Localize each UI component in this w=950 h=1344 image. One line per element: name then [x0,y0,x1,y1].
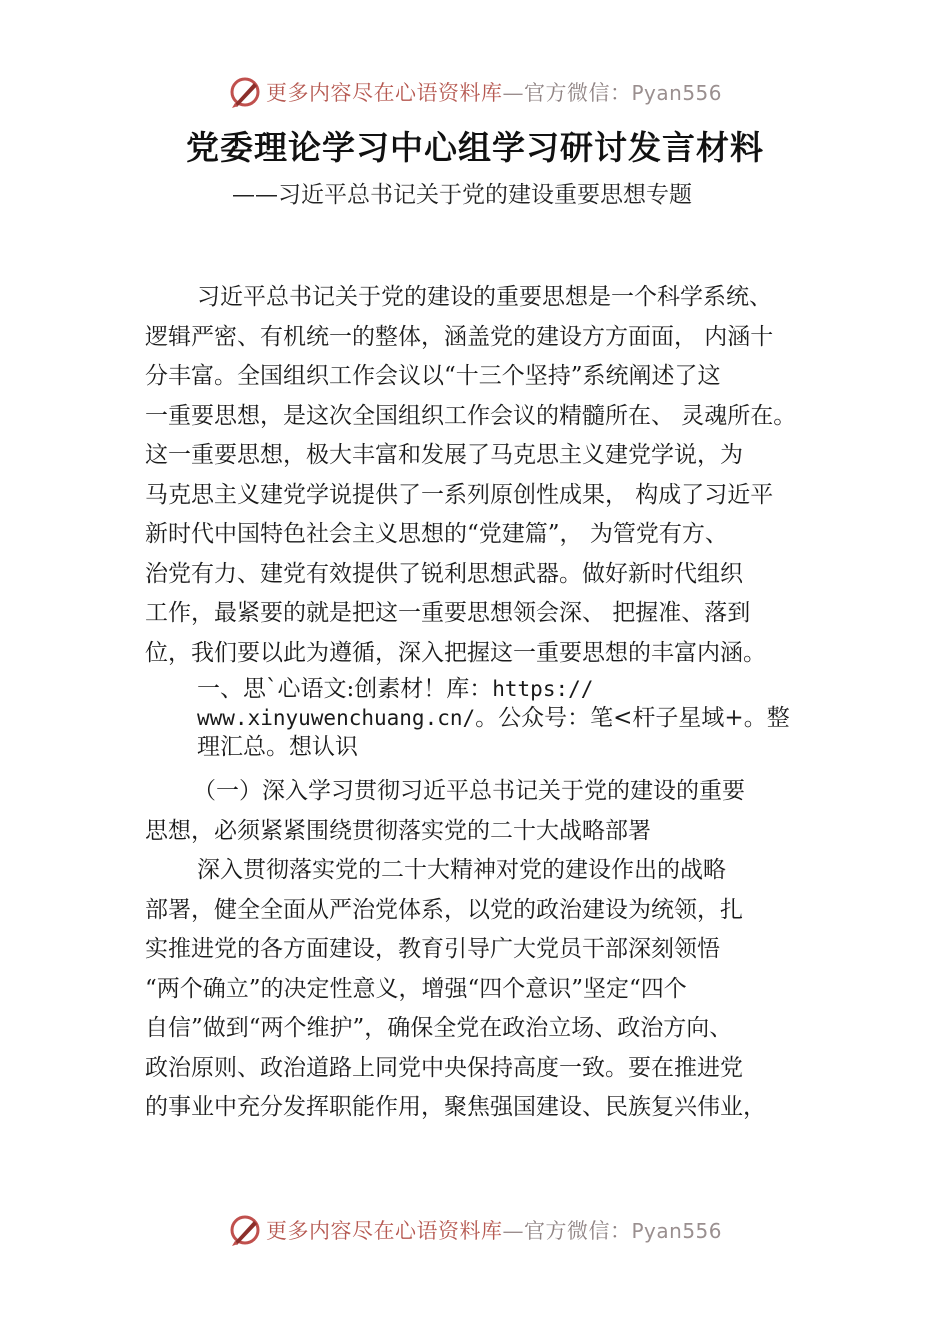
text-line: 部署，健全全面从严治党体系，以党的政治建设为统领，扎 [145,896,743,923]
banner-account: Pyan556 [631,81,722,105]
banner-wechat-label: 官方微信： [523,1219,632,1243]
watermark-banner-bottom [0,1210,950,1250]
text-line: 政治原则、政治道路上同党中央保持高度一致。要在推进党 [145,1054,743,1081]
paragraph-intro [145,278,845,673]
banner-text [266,1215,722,1245]
text-line: 位，我们要以此为遵循，深入把握这一重要思想的丰富内涵。 [145,639,766,666]
watermark-banner-top [0,72,950,112]
text-line: （一）深入学习贯彻习近平总书记关于党的建设的重要 [193,778,745,804]
text-line: 习近平总书记关于党的建设的重要思想是一个科学系统、 [197,284,772,310]
banner-main: 更多内容尽在心语资料库 [265,1219,503,1243]
banner-text [266,77,722,107]
document-subtitle: ——习近平总书记关于党的建设重要思想专题 [232,182,692,208]
text-line: 马克思主义建党学说提供了一系列原创性成果， 构成了习近平 [145,481,774,508]
banner-wechat-label: 官方微信： [523,81,632,105]
paragraph-deploy [145,851,845,1128]
banner-dash: — [502,81,524,105]
document-title: 党委理论学习中心组学习研讨发言材料 [186,128,764,167]
ink-pen-logo-icon [228,1213,262,1247]
text-line: 分丰富。全国组织工作会议以“十三个坚持”系统阐述了这 [145,363,721,389]
text-line: 自信”做到“两个维护”，确保全党在政治立场、政治方向、 [145,1015,733,1041]
text-line: 深入贯彻落实党的二十大精神对党的建设作出的战略 [197,857,726,883]
text-line: www.xinyuwenchuang.cn/。公众号：笔<杆子星域+。整 [197,705,790,731]
text-line: 新时代中国特色社会主义思想的“党建篇”， 为管党有方、 [145,521,728,547]
text-line: 逻辑严密、有机统一的整体，涵盖党的建设方方面面， 内涵十 [145,323,774,350]
text-line: “两个确立”的决定性意义，增强“四个意识”坚定“四个 [145,975,687,1002]
banner-main: 更多内容尽在心语资料库 [265,81,503,105]
text-line: 的事业中充分发挥职能作用，聚焦强国建设、民族复兴伟业， [145,1094,766,1120]
text-line: 这一重要思想，极大丰富和发展了马克思主义建党学说，为 [145,442,743,468]
text-line: 治党有力、建党有效提供了锐利思想武器。做好新时代组织 [145,560,743,587]
text-line: 思想，必须紧紧围绕贯彻落实党的二十大战略部署 [145,817,651,844]
subsection-heading-1 [145,772,845,851]
text-line: 一、思`心语文:创素材！库：https:// [197,676,594,702]
text-line: 工作，最紧要的就是把这一重要思想领会深、 把握准、落到 [145,600,751,626]
text-line: 实推进党的各方面建设，教育引导广大党员干部深刻领悟 [145,936,720,962]
banner-account: Pyan556 [631,1219,722,1243]
text-line: 一重要思想，是这次全国组织工作会议的精髓所在、 灵魂所在。 [145,402,797,429]
text-line: 理汇总。想认识 [197,734,358,760]
ink-pen-logo-icon [228,75,262,109]
document-body [145,278,845,1128]
section-heading-1 [145,675,845,762]
banner-dash: — [502,1219,524,1243]
